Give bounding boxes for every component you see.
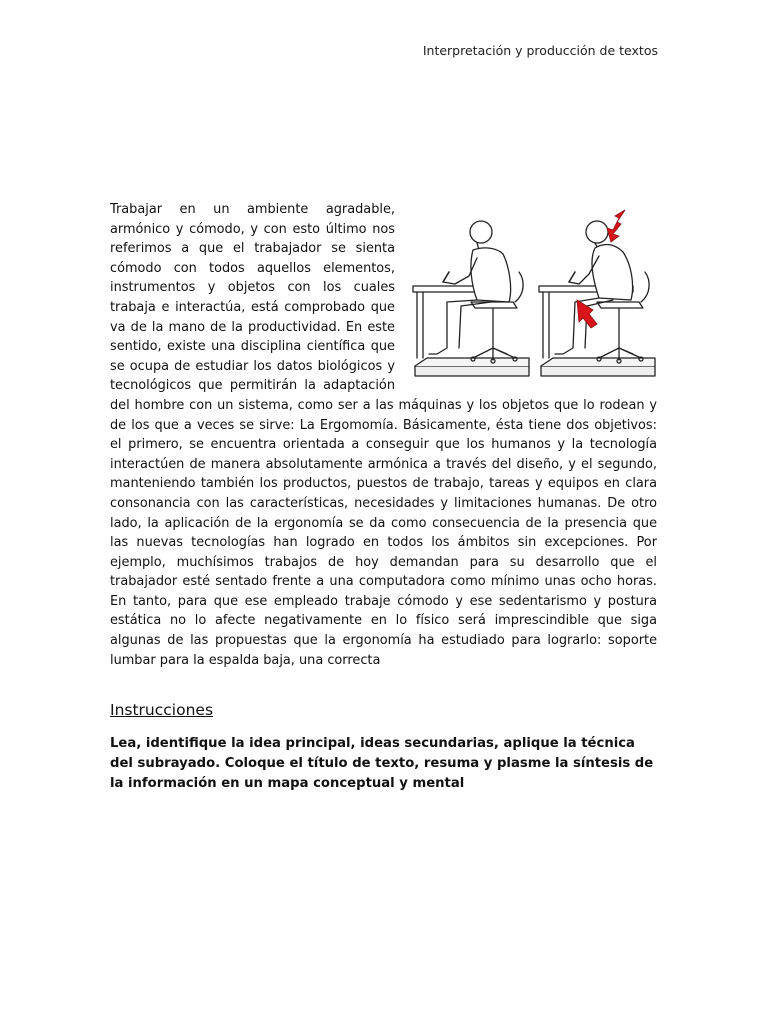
page-header: Interpretación y producción de textos: [422, 43, 658, 58]
instructions-heading: Instrucciones: [110, 701, 214, 719]
article-body: [110, 200, 657, 670]
article-paragraph: Trabajar en un ambiente agradable, armónico y cómodo, y con esto último nos referimos a que el trabajador se sienta cómodo con todos aquellos elementos, instrumentos y objetos con los cuales trabaja e interactúa, está comprobado que va de la mano de la productividad. En este sentido, existe una disciplina científica que se ocupa de estudiar los datos biológicos y tecnológicos que permitirán la adaptación del hombre con un sistema, como ser a las máquinas y los objetos que lo rodean y de los que a veces se sirve: La Ergomomía. Básicamente, ésta tiene dos objetivos: el primero, se encuentra orientada a conseguir que los humanos y la tecnología interactúen de manera absolutamente armónica a través del diseño, y el segundo, manteniendo también los productos, puestos de trabajo, tareas y equipos en clara consonancia con las características, necesidades y limitaciones humanas. De otro lado, la aplicación de la ergonomía se da como consecuencia de la presencia que las nuevas tecnologías han logrado en todos los ámbitos sin excepciones. Por ejemplo, muchísimos trabajos de hoy demandan para su desarrollo que el trabajador esté sentado frente a una computadora como mínimo unas ocho horas. En tanto, para que ese empleado trabaje cómodo y ese sedentarismo y postura estática no lo afecte negativamente en lo físico será imprescindible que siga algunas de las propuestas que la ergonomía ha estudiado para lograrlo: soporte lumbar para la espalda baja, una correcta: [110, 202, 657, 668]
instructions-text: Lea, identifique la idea principal, ideas secundarias, aplique la técnica del subrayado. Coloque el título de texto, resuma y plasme la síntesis de la información en un mapa conceptual y mental: [110, 736, 654, 791]
correct-posture-figure: [413, 221, 529, 376]
seated-posture-illustration: [407, 198, 659, 382]
incorrect-posture-figure: [539, 221, 655, 376]
